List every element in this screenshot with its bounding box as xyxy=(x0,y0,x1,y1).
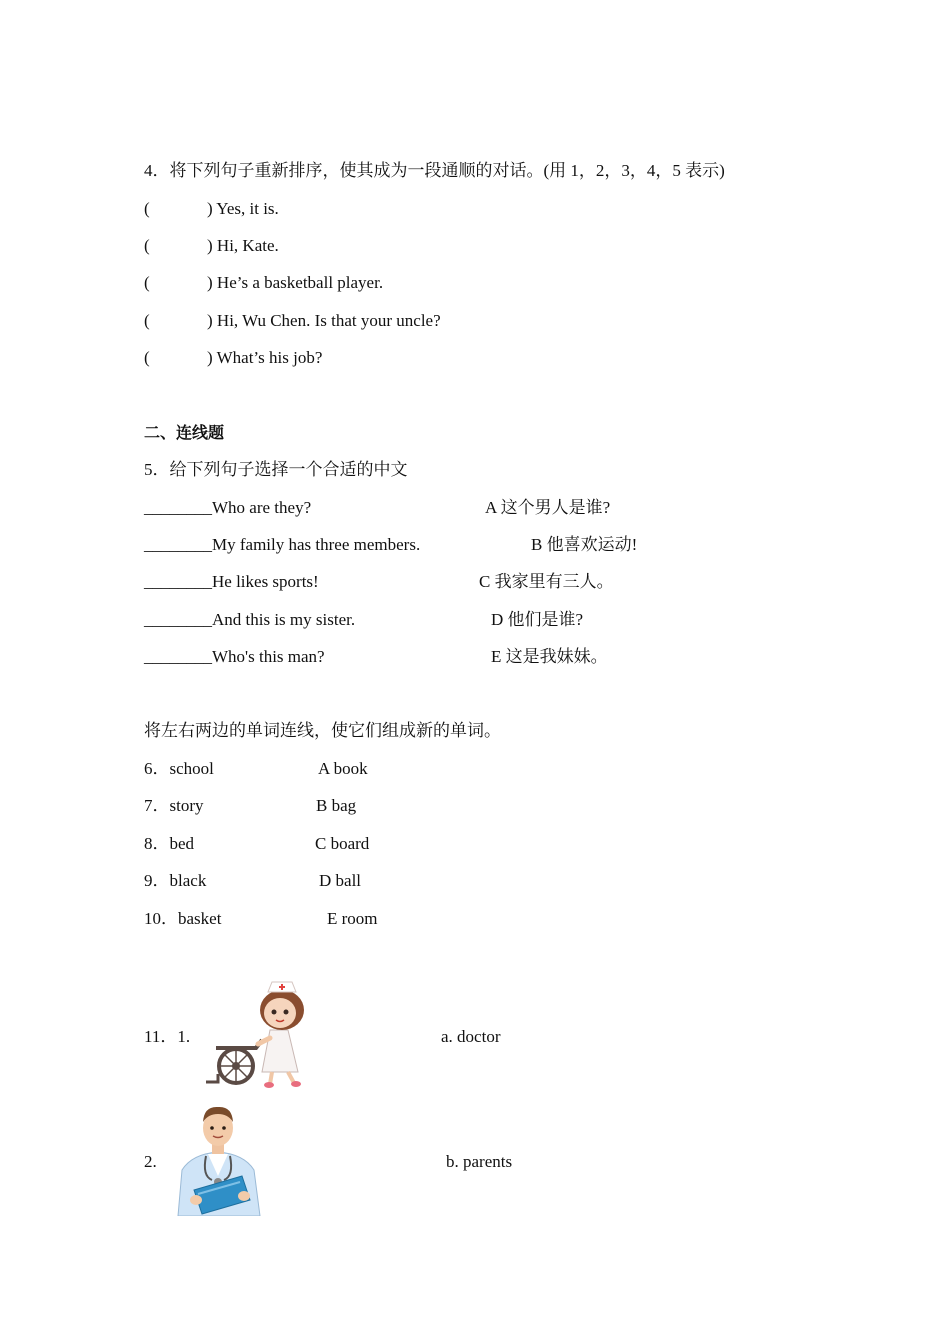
nurse-wheelchair-illustration xyxy=(200,978,310,1090)
word-right: A book xyxy=(318,759,368,778)
word-left: 10．basket xyxy=(144,909,222,928)
q4-item-paren: ( xyxy=(144,348,150,367)
words-instruction: 将左右两边的单词连线，使它们组成新的单词。 xyxy=(144,721,501,740)
q11-row2-label: 2. xyxy=(144,1152,157,1171)
q4-item-text: ) Hi, Kate. xyxy=(207,236,279,255)
word-left: 6．school xyxy=(144,759,214,778)
q4-item-text: ) What’s his job? xyxy=(207,348,323,367)
q5-left: ________My family has three members. xyxy=(144,535,421,554)
word-left: 8．bed xyxy=(144,834,195,853)
q5-right: D 他们是谁? xyxy=(491,610,584,629)
q5-left: ________And this is my sister. xyxy=(144,610,356,629)
q5-right: A 这个男人是谁? xyxy=(485,498,611,517)
q5-title: 5．给下列句子选择一个合适的中文 xyxy=(144,460,408,479)
q5-left: ________Who are they? xyxy=(144,498,312,517)
q11-row1-label: 11．1. xyxy=(144,1027,191,1046)
q5-right: C 我家里有三人。 xyxy=(479,572,614,591)
q4-item-paren: ( xyxy=(144,273,150,292)
q4-item-paren: ( xyxy=(144,311,150,330)
q11-row2-right: b. parents xyxy=(446,1152,513,1171)
q5-left: ________He likes sports! xyxy=(144,572,319,591)
q4-item-text: ) Yes, it is. xyxy=(207,199,279,218)
word-right: D ball xyxy=(319,871,362,890)
q11-row1-right: a. doctor xyxy=(441,1027,501,1046)
word-right: B bag xyxy=(316,796,357,815)
q4-item-paren: ( xyxy=(144,199,150,218)
q4-title: 4．将下列句子重新排序，使其成为一段通顺的对话。(用 1，2，3，4，5 表示) xyxy=(144,161,725,180)
word-left: 7．story xyxy=(144,796,204,815)
q4-item-text: ) Hi, Wu Chen. Is that your uncle? xyxy=(207,311,441,330)
q5-left: ________Who's this man? xyxy=(144,647,325,666)
q4-item-text: ) He’s a basketball player. xyxy=(207,273,384,292)
doctor-illustration xyxy=(172,1104,264,1216)
word-left: 9．black xyxy=(144,871,207,890)
q5-right: E 这是我妹妹。 xyxy=(491,647,608,666)
q5-right: B 他喜欢运动! xyxy=(531,535,638,554)
q4-item-paren: ( xyxy=(144,236,150,255)
section-heading: 二、连线题 xyxy=(144,423,225,442)
word-right: E room xyxy=(327,909,378,928)
word-right: C board xyxy=(315,834,370,853)
